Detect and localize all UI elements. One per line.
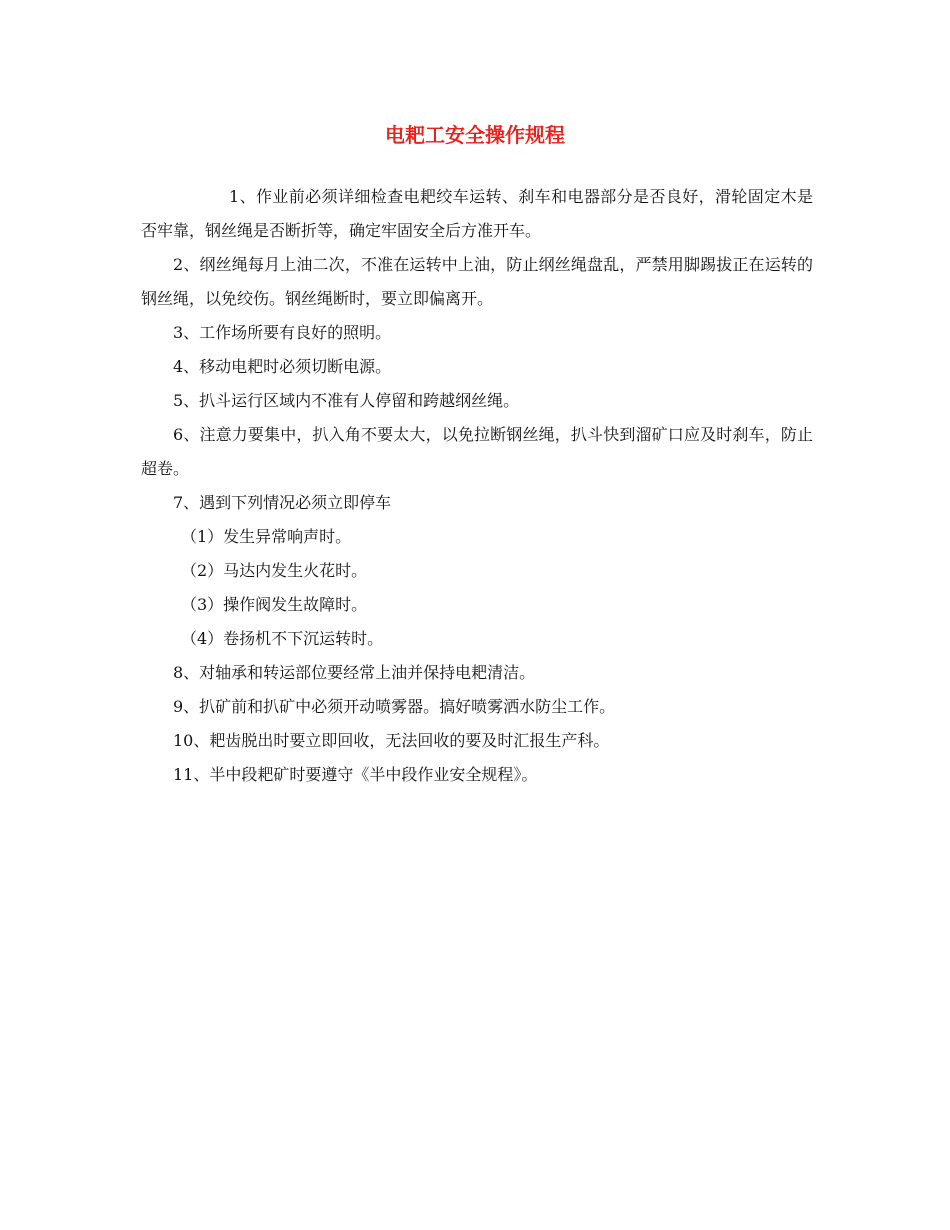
paragraph-rule-4: 4、移动电耙时必须切断电源。 (173, 357, 392, 376)
paragraph-rule-5: 5、扒斗运行区域内不准有人停留和跨越纲丝绳。 (173, 391, 520, 410)
paragraph-subitem-3: （3）操作阀发生故障时。 (181, 595, 368, 614)
paragraph-rule-3: 3、工作场所要有良好的照明。 (173, 323, 392, 342)
paragraph-subitem-4: （4）卷扬机不下沉运转时。 (181, 629, 384, 648)
paragraph-rule-7: 7、遇到下列情况必须立即停车 (173, 493, 392, 512)
paragraph-rule-11: 11、半中段耙矿时要遵守《半中段作业安全规程》。 (173, 765, 538, 784)
paragraph-rule-6: 6、注意力要集中，扒入角不要太大，以免拉断钢丝绳，扒斗快到溜矿口应及时刹车，防止超卷。 (141, 425, 813, 478)
document-body (141, 180, 813, 792)
paragraph-rule-8: 8、对轴承和转运部位要经常上油并保持电耙清洁。 (173, 663, 536, 682)
paragraph-subitem-1: （1）发生异常响声时。 (181, 527, 352, 546)
paragraph-rule-2: 2、纲丝绳每月上油二次，不准在运转中上油，防止纲丝绳盘乱，严禁用脚踢拔正在运转的钢丝绳，以免绞伤。钢丝绳断时，要立即偏离开。 (141, 255, 813, 308)
paragraph-rule-1: 1、作业前必须详细检查电耙绞车运转、刹车和电器部分是否良好，滑轮固定木是否牢靠，钢丝绳是否断折等，确定牢固安全后方准开车。 (141, 187, 813, 240)
paragraph-subitem-2: （2）马达内发生火花时。 (181, 561, 368, 580)
paragraph-rule-9: 9、扒矿前和扒矿中必须开动喷雾器。搞好喷雾洒水防尘工作。 (173, 697, 616, 716)
paragraph-rule-10: 10、耙齿脱出时要立即回收，无法回收的要及时汇报生产科。 (173, 731, 610, 750)
document-title: 电耙工安全操作规程 (385, 123, 565, 147)
